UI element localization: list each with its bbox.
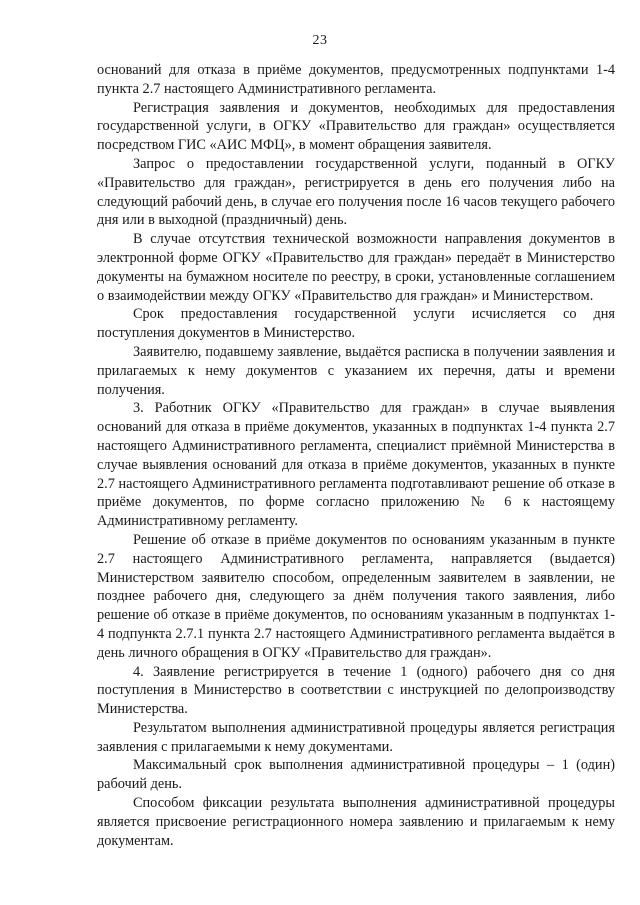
paragraph: Регистрация заявления и документов, необходимых для предоставления государственной услуги, в ОГКУ «Правительство для граждан» осуществляется посредством ГИС «АИС МФЦ», в момент обращения заявителя.: [97, 99, 615, 154]
paragraph: Способом фиксации результата выполнения административной процедуры является присвоение регистрационного номера заявлению и прилагаемым к нему документам.: [97, 795, 615, 849]
paragraph: 4. Заявление регистрируется в течение 1 (одного) рабочего дня со дня поступления в Министерство в соответствии с инструкцией по делопроизводству Министерства.: [97, 663, 615, 718]
paragraph: Максимальный срок выполнения административной процедуры – 1 (один) рабочий день.: [97, 757, 615, 793]
paragraph: Результатом выполнения административной процедуры является регистрация заявления с прилагаемыми к нему документами.: [97, 719, 615, 755]
paragraph: В случае отсутствия технической возможности направления документов в электронной форме ОГКУ «Правительство для граждан» передаёт в Министерство документы на бумажном носителе по реестру, в сроки, установленные соглашением о взаимодействии между ОГКУ «Правительство для граждан» и Министерством.: [97, 231, 615, 304]
paragraph: Заявителю, подавшему заявление, выдаётся расписка в получении заявления и прилагаемых к нему документов с указанием их перечня, даты и времени получения.: [97, 343, 615, 398]
paragraph: 3. Работник ОГКУ «Правительство для граждан» в случае выявления оснований для отказа в приёме документов, указанных в подпунктах 1-4 пункта 2.7 настоящего Административного регламента, специалист приёмной Министерства в случае выявления оснований для отказа в приёме документов, указанных в пункте 2.7 настоящего Административного регламента подготавливают решение об отказе в приёме документов, по форме согласно приложению № 6 к настоящему Административному регламенту.: [97, 400, 615, 530]
paragraph: Решение об отказе в приёме документов по основаниям указанным в пункте 2.7 настоящего Административного регламента, направляется (выдается) Министерством заявителю способом, определенным заявителем в заявлении, не позднее рабочего дня, следующего за днём получения такого заявления, либо решение об отказе в приёме документов, по основаниям указанным в подпунктах 1-4 подпункта 2.7.1 пункта 2.7 настоящего Административного регламента выдаётся в день личного обращения в ОГКУ «Правительство для граждан».: [97, 531, 615, 661]
paragraph: Запрос о предоставлении государственной услуги, поданный в ОГКУ «Правительство для граждан», регистрируется в день его получения либо на следующий рабочий день, в случае его получения после 16 часов текущего рабочего дня или в выходной (праздничный) день.: [97, 155, 615, 229]
body-text: [97, 61, 615, 850]
page-number: 23: [312, 33, 328, 48]
paragraph: Срок предоставления государственной услуги исчисляется со дня поступления документов в Министерство.: [97, 306, 615, 342]
paragraph: оснований для отказа в приёме документов, предусмотренных подпунктами 1-4 пункта 2.7 настоящего Административного регламента.: [97, 62, 615, 97]
